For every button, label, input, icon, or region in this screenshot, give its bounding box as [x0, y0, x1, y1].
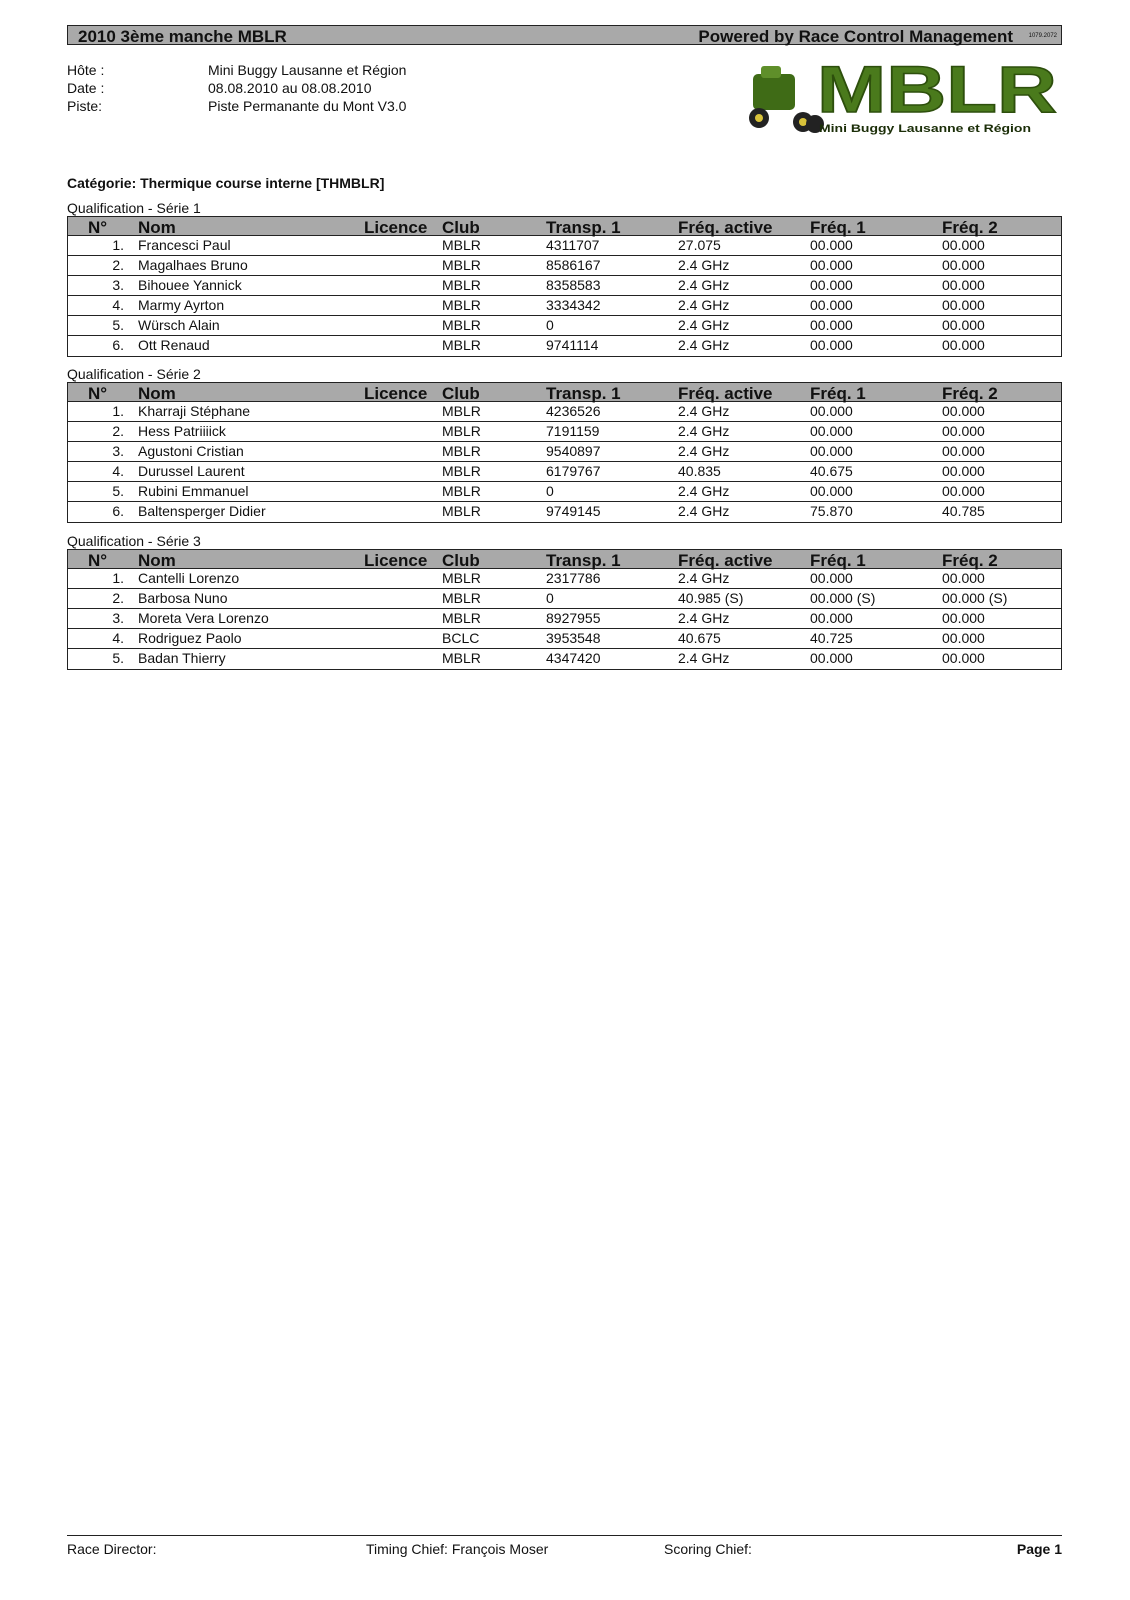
table-row [68, 236, 1061, 256]
cell-transponder: 4311707 [546, 237, 600, 253]
table-row [68, 569, 1061, 589]
info-value: Mini Buggy Lausanne et Région [208, 62, 407, 78]
cell-transponder: 0 [546, 317, 554, 333]
cell-transponder: 0 [546, 483, 554, 499]
cell-number: 3. [112, 443, 124, 459]
series-title: Qualification - Série 1 [67, 200, 201, 216]
table-row [68, 336, 1061, 356]
cell-transponder: 3953548 [546, 630, 601, 646]
cell-freq-2: 00.000 [942, 630, 985, 646]
cell-freq-2: 00.000 [942, 570, 985, 586]
cell-freq-1: 00.000 [810, 570, 853, 586]
cell-number: 5. [112, 483, 124, 499]
cell-club: MBLR [442, 650, 481, 666]
cell-freq-1: 75.870 [810, 503, 853, 519]
cell-name: Hess Patriiiick [138, 423, 226, 439]
event-info [67, 61, 430, 115]
cell-freq-2: 00.000 [942, 610, 985, 626]
cell-transponder: 6179767 [546, 463, 601, 479]
table-row [68, 482, 1061, 502]
cell-active-freq: 40.835 [678, 463, 721, 479]
cell-transponder: 9749145 [546, 503, 601, 519]
cell-active-freq: 2.4 GHz [678, 423, 730, 439]
cell-active-freq: 2.4 GHz [678, 297, 730, 313]
col-freq-1: Fréq. 1 [810, 384, 866, 403]
table-row [68, 296, 1061, 316]
cell-club: MBLR [442, 570, 481, 586]
cell-name: Bihouee Yannick [138, 277, 242, 293]
cell-number: 1. [112, 570, 124, 586]
series-table [67, 216, 1062, 357]
cell-active-freq: 2.4 GHz [678, 277, 730, 293]
cell-freq-2: 00.000 [942, 650, 985, 666]
table-row [68, 442, 1061, 462]
title-bar [67, 25, 1062, 45]
cell-freq-2: 00.000 [942, 423, 985, 439]
cell-freq-1: 00.000 [810, 650, 853, 666]
logo-subtitle: Mini Buggy Lausanne et Région [819, 123, 1032, 135]
table-row [68, 502, 1061, 522]
cell-freq-2: 00.000 [942, 337, 985, 353]
cell-number: 1. [112, 237, 124, 253]
cell-number: 3. [112, 610, 124, 626]
cell-club: MBLR [442, 463, 481, 479]
col-club: Club [442, 384, 480, 403]
col-name: Nom [138, 551, 176, 570]
info-row-date [67, 79, 430, 97]
cell-transponder: 2317786 [546, 570, 601, 586]
cell-freq-2: 00.000 [942, 297, 985, 313]
cell-freq-2: 00.000 [942, 237, 985, 253]
cell-name: Kharraji Stéphane [138, 403, 251, 419]
cell-club: MBLR [442, 403, 481, 419]
buggy-icon [749, 66, 824, 133]
cell-active-freq: 2.4 GHz [678, 443, 730, 459]
cell-freq-2: 00.000 [942, 277, 985, 293]
cell-freq-2: 00.000 (S) [942, 590, 1008, 606]
cell-active-freq: 2.4 GHz [678, 317, 730, 333]
cell-freq-1: 00.000 [810, 297, 853, 313]
col-name: Nom [138, 218, 176, 237]
cell-active-freq: 2.4 GHz [678, 403, 730, 419]
table-row [68, 316, 1061, 336]
cell-freq-2: 00.000 [942, 483, 985, 499]
col-name: Nom [138, 384, 176, 403]
table-row [68, 649, 1061, 669]
cell-number: 1. [112, 403, 124, 419]
table-row [68, 256, 1061, 276]
cell-freq-2: 00.000 [942, 443, 985, 459]
cell-club: MBLR [442, 317, 481, 333]
table-row [68, 276, 1061, 296]
cell-transponder: 9540897 [546, 443, 601, 459]
cell-freq-1: 00.000 [810, 317, 853, 333]
cell-name: Badan Thierry [138, 650, 226, 666]
cell-number: 5. [112, 317, 124, 333]
cell-club: MBLR [442, 257, 481, 273]
cell-number: 2. [112, 257, 124, 273]
col-freq-2: Fréq. 2 [942, 384, 998, 403]
cell-freq-1: 00.000 [810, 443, 853, 459]
cell-freq-2: 00.000 [942, 257, 985, 273]
cell-active-freq: 27.075 [678, 237, 721, 253]
document-code: 1079.2072 [1028, 33, 1057, 39]
cell-name: Francesci Paul [138, 237, 231, 253]
cell-transponder: 4236526 [546, 403, 601, 419]
cell-freq-1: 00.000 [810, 277, 853, 293]
page-number: Page 1 [1016, 1541, 1062, 1557]
cell-freq-2: 00.000 [942, 403, 985, 419]
col-number: N° [88, 218, 108, 237]
cell-number: 5. [112, 650, 124, 666]
info-label: Date : [67, 80, 105, 96]
col-licence: Licence [364, 218, 428, 237]
cell-club: BCLC [442, 630, 480, 646]
col-number: N° [88, 551, 108, 570]
cell-transponder: 3334342 [546, 297, 601, 313]
table-header [68, 216, 1061, 236]
cell-name: Marmy Ayrton [138, 297, 225, 313]
cell-transponder: 4347420 [546, 650, 601, 666]
cell-active-freq: 2.4 GHz [678, 503, 730, 519]
col-transponder: Transp. 1 [546, 384, 621, 403]
series-table [67, 549, 1062, 670]
cell-name: Würsch Alain [138, 317, 220, 333]
cell-freq-1: 00.000 [810, 610, 853, 626]
timing-chief-label: Timing Chief: François Moser [366, 1541, 549, 1557]
col-active-freq: Fréq. active [678, 551, 773, 570]
col-freq-1: Fréq. 1 [810, 218, 866, 237]
cell-transponder: 8358583 [546, 277, 601, 293]
cell-freq-1: 00.000 [810, 483, 853, 499]
cell-club: MBLR [442, 483, 481, 499]
cell-freq-2: 00.000 [942, 317, 985, 333]
col-club: Club [442, 218, 480, 237]
cell-number: 4. [112, 463, 124, 479]
cell-name: Cantelli Lorenzo [138, 570, 240, 586]
cell-transponder: 0 [546, 590, 554, 606]
category-title: Catégorie: Thermique course interne [THMBLR] [67, 175, 385, 191]
cell-club: MBLR [442, 297, 481, 313]
col-licence: Licence [364, 551, 428, 570]
cell-active-freq: 40.985 (S) [678, 590, 744, 606]
cell-club: MBLR [442, 337, 481, 353]
table-header [68, 382, 1061, 402]
table-row [68, 462, 1061, 482]
cell-freq-1: 00.000 [810, 257, 853, 273]
cell-freq-1: 00.000 [810, 337, 853, 353]
table-row [68, 422, 1061, 442]
cell-freq-1: 00.000 (S) [810, 590, 876, 606]
cell-transponder: 8586167 [546, 257, 601, 273]
race-director-label: Race Director: [67, 1541, 157, 1557]
table-row [68, 609, 1061, 629]
cell-number: 4. [112, 630, 124, 646]
cell-freq-2: 40.785 [942, 503, 985, 519]
footer-divider [67, 1535, 1062, 1536]
series-title: Qualification - Série 3 [67, 533, 201, 549]
cell-transponder: 7191159 [546, 423, 600, 439]
cell-active-freq: 2.4 GHz [678, 610, 730, 626]
cell-club: MBLR [442, 237, 481, 253]
powered-by-label: Powered by Race Control Management [698, 27, 1013, 46]
cell-transponder: 9741114 [546, 337, 599, 353]
col-active-freq: Fréq. active [678, 218, 773, 237]
logo-letters: MBLR [817, 52, 1057, 126]
col-freq-1: Fréq. 1 [810, 551, 866, 570]
col-freq-2: Fréq. 2 [942, 218, 998, 237]
cell-active-freq: 2.4 GHz [678, 337, 730, 353]
col-active-freq: Fréq. active [678, 384, 773, 403]
table-row [68, 629, 1061, 649]
cell-freq-1: 00.000 [810, 403, 853, 419]
table-header [68, 549, 1061, 569]
col-freq-2: Fréq. 2 [942, 551, 998, 570]
info-label: Hôte : [67, 62, 105, 78]
cell-name: Baltensperger Didier [138, 503, 266, 519]
cell-club: MBLR [442, 443, 481, 459]
cell-club: MBLR [442, 503, 481, 519]
info-value: 08.08.2010 au 08.08.2010 [208, 80, 372, 96]
table-row [68, 402, 1061, 422]
cell-number: 6. [112, 503, 124, 519]
series-title: Qualification - Série 2 [67, 366, 201, 382]
cell-name: Rodriguez Paolo [138, 630, 242, 646]
info-row-host [67, 61, 430, 79]
cell-name: Moreta Vera Lorenzo [138, 610, 269, 626]
col-club: Club [442, 551, 480, 570]
info-label: Piste: [67, 98, 103, 114]
cell-active-freq: 2.4 GHz [678, 257, 730, 273]
cell-name: Rubini Emmanuel [138, 483, 249, 499]
cell-freq-1: 00.000 [810, 237, 853, 253]
cell-number: 4. [112, 297, 124, 313]
cell-name: Magalhaes Bruno [138, 257, 248, 273]
mblr-logo [745, 52, 1063, 136]
cell-number: 3. [112, 277, 124, 293]
series-table [67, 382, 1062, 523]
cell-name: Ott Renaud [138, 337, 210, 353]
event-title: 2010 3ème manche MBLR [78, 27, 287, 46]
cell-transponder: 8927955 [546, 610, 601, 626]
cell-active-freq: 2.4 GHz [678, 570, 730, 586]
cell-freq-1: 40.675 [810, 463, 853, 479]
table-row [68, 589, 1061, 609]
cell-club: MBLR [442, 590, 481, 606]
col-number: N° [88, 384, 108, 403]
cell-number: 2. [112, 423, 124, 439]
cell-name: Durussel Laurent [138, 463, 245, 479]
col-transponder: Transp. 1 [546, 218, 621, 237]
cell-number: 2. [112, 590, 124, 606]
cell-active-freq: 40.675 [678, 630, 721, 646]
info-value: Piste Permanante du Mont V3.0 [208, 98, 407, 114]
cell-freq-2: 00.000 [942, 463, 985, 479]
cell-name: Agustoni Cristian [138, 443, 244, 459]
cell-club: MBLR [442, 277, 481, 293]
cell-number: 6. [112, 337, 124, 353]
scoring-chief-label: Scoring Chief: [664, 1541, 752, 1557]
info-row-track [67, 97, 430, 115]
col-licence: Licence [364, 384, 428, 403]
cell-active-freq: 2.4 GHz [678, 483, 730, 499]
cell-name: Barbosa Nuno [138, 590, 228, 606]
cell-club: MBLR [442, 423, 481, 439]
cell-club: MBLR [442, 610, 481, 626]
col-transponder: Transp. 1 [546, 551, 621, 570]
cell-freq-1: 40.725 [810, 630, 853, 646]
cell-freq-1: 00.000 [810, 423, 853, 439]
cell-active-freq: 2.4 GHz [678, 650, 730, 666]
